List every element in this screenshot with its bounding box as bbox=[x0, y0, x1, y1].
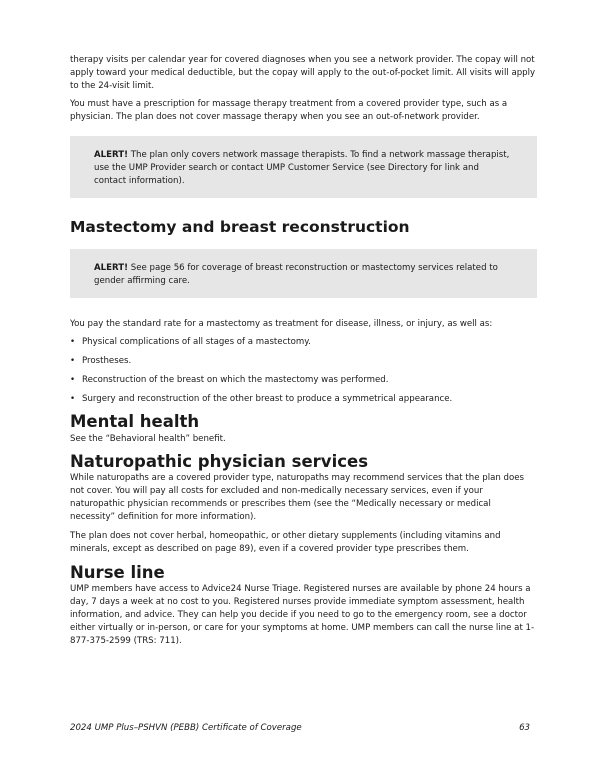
mental-health-text: See the “Behavioral health” benefit. bbox=[70, 434, 226, 444]
massage-paragraph-2: You must have a prescription for massage therapy treatment from a covered provider type, such as a physician. The plan does not cover massage therapy when you see an out-of-network provider. bbox=[70, 99, 508, 122]
footer-title: 2024 UMP Plus–PSHVN (PEBB) Certificate of Coverage bbox=[70, 723, 302, 733]
alert-text: See page 56 for coverage of breast reconstruction or mastectomy services related to gender affirming care. bbox=[94, 263, 498, 286]
alert-box-massage bbox=[70, 136, 537, 198]
alert-text: The plan only covers network massage therapists. To find a network massage therapist, use the UMP Provider search or contact UMP Customer Service (see Directory for link and contact information). bbox=[94, 150, 510, 186]
list-item: • Physical complications of all stages of a mastectomy. bbox=[70, 336, 452, 355]
alert-label: ALERT! bbox=[94, 263, 129, 273]
page-number: 63 bbox=[519, 723, 530, 733]
list-item: • Reconstruction of the breast on which the mastectomy was performed. bbox=[70, 374, 452, 393]
naturopathic-paragraph-2: The plan does not cover herbal, homeopathic, or other dietary supplements (including vitamins and minerals, except as described on page 89), even if a covered provider type prescribes them. bbox=[70, 531, 501, 554]
section-heading-mental-health: Mental health bbox=[70, 412, 200, 431]
section-heading-mastectomy: Mastectomy and breast reconstruction bbox=[70, 218, 410, 236]
mastectomy-bullet-list bbox=[70, 336, 452, 412]
page-footer bbox=[70, 723, 530, 733]
alert-box-mastectomy bbox=[70, 249, 537, 298]
alert-label: ALERT! bbox=[94, 150, 129, 160]
massage-paragraph-1: therapy visits per calendar year for covered diagnoses when you see a network provider. The copay will not apply toward your medical deductible, but the copay will apply to the out-of-pocket limit. All visits will apply to the 24-visit limit. bbox=[70, 55, 536, 91]
section-heading-naturopathic: Naturopathic physician services bbox=[70, 452, 369, 471]
list-item: • Prostheses. bbox=[70, 355, 452, 374]
section-heading-nurse-line: Nurse line bbox=[70, 563, 165, 582]
mastectomy-intro: You pay the standard rate for a mastectomy as treatment for disease, illness, or injury, as well as: bbox=[70, 319, 493, 329]
list-item: • Surgery and reconstruction of the other breast to produce a symmetrical appearance. bbox=[70, 393, 452, 412]
naturopathic-paragraph-1: While naturopaths are a covered provider type, naturopaths may recommend services that the plan does not cover. You will pay all costs for excluded and non-medically necessary services, even if your naturopathic physician recommends or prescribes them (see the “Medically necessary or medical necessity” definition for more information). bbox=[70, 473, 524, 522]
nurse-line-text: UMP members have access to Advice24 Nurse Triage. Registered nurses are available by phone 24 hours a day, 7 days a week at no cost to you. Registered nurses provide immediate symptom assessment, health information, and advice. They can help you decide if you need to go to the emergency room, see a doctor either virtually or in-person, or care for your symptoms at home. UMP members can call the nurse line at 1-877-375-2599 (TRS: 711). bbox=[70, 584, 535, 646]
